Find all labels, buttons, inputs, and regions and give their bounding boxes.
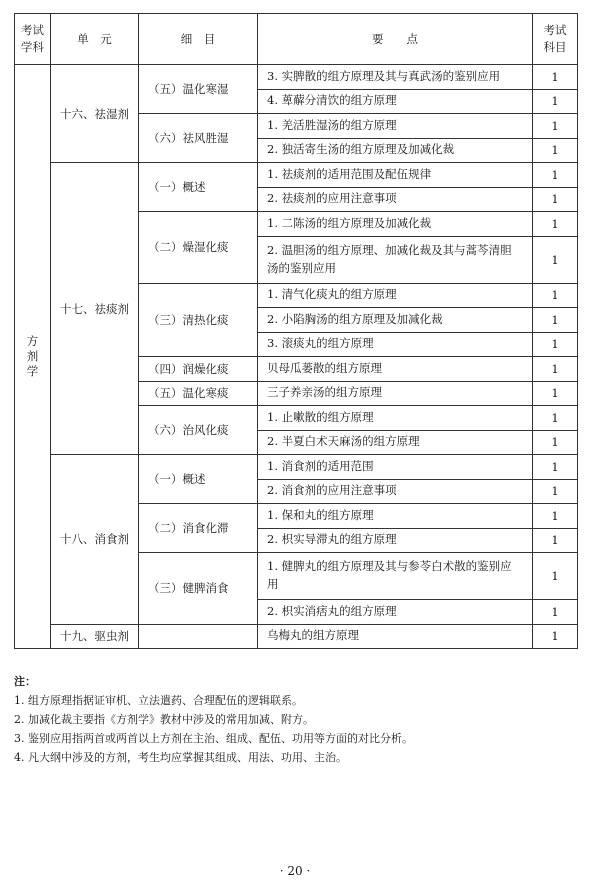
header-unit: 单 元 — [51, 14, 139, 65]
header-point: 要 点 — [258, 14, 533, 65]
detail-cell: （二）消食化滞 — [139, 504, 258, 553]
notes-section — [14, 672, 413, 767]
detail-cell: （五）温化寒痰 — [139, 381, 258, 406]
count-cell: 1 — [533, 381, 578, 406]
count-cell: 1 — [533, 65, 578, 90]
point-cell: 1. 保和丸的组方原理 — [258, 504, 533, 529]
unit-cell: 十八、消食剂 — [51, 455, 139, 625]
count-cell: 1 — [533, 89, 578, 114]
page-number: · 20 · — [279, 864, 311, 878]
point-cell: 三子养亲汤的组方原理 — [258, 381, 533, 406]
detail-cell: （一）概述 — [139, 455, 258, 504]
point-cell: 2. 祛痰剂的应用注意事项 — [258, 187, 533, 212]
note-item: 3. 鉴别应用指两首或两首以上方剂在主治、组成、配伍、功用等方面的对比分析。 — [14, 732, 413, 745]
count-cell: 1 — [533, 308, 578, 333]
point-cell: 2. 消食剂的应用注意事项 — [258, 479, 533, 504]
count-cell: 1 — [533, 553, 578, 600]
count-cell: 1 — [533, 406, 578, 431]
count-cell: 1 — [533, 528, 578, 553]
point-cell: 1. 止嗽散的组方原理 — [258, 406, 533, 431]
unit-cell: 十九、驱虫剂 — [51, 624, 139, 649]
count-cell: 1 — [533, 479, 578, 504]
detail-cell: （二）燥湿化痰 — [139, 212, 258, 284]
point-cell: 1. 祛痰剂的适用范围及配伍规律 — [258, 163, 533, 188]
point-cell: 2. 独活寄生汤的组方原理及加减化裁 — [258, 138, 533, 163]
table-row — [15, 624, 578, 649]
table-header-row — [15, 14, 578, 65]
header-detail: 细 目 — [139, 14, 258, 65]
note-item: 4. 凡大纲中涉及的方剂，考生均应掌握其组成、用法、功用、主治。 — [14, 751, 347, 764]
point-cell: 2. 温胆汤的组方原理、加减化裁及其与蒿芩清胆汤的鉴别应用 — [258, 236, 533, 283]
detail-cell: （四）润燥化痰 — [139, 357, 258, 382]
note-item: 2. 加减化裁主要指《方剂学》教材中涉及的常用加减、附方。 — [14, 713, 314, 726]
point-cell: 1. 羌活胜湿汤的组方原理 — [258, 114, 533, 139]
point-cell: 1. 二陈汤的组方原理及加减化裁 — [258, 212, 533, 237]
count-cell: 1 — [533, 212, 578, 237]
unit-cell: 十六、祛湿剂 — [51, 65, 139, 163]
count-cell: 1 — [533, 283, 578, 308]
table-row — [15, 163, 578, 188]
subject-cell: 方 剂 学 — [15, 65, 51, 649]
count-cell: 1 — [533, 332, 578, 357]
count-cell: 1 — [533, 138, 578, 163]
point-cell: 3. 实脾散的组方原理及其与真武汤的鉴别应用 — [258, 65, 533, 90]
notes-title: 注： — [14, 675, 36, 688]
detail-cell: （六）祛风胜湿 — [139, 114, 258, 163]
count-cell: 1 — [533, 504, 578, 529]
point-cell: 2. 半夏白术天麻汤的组方原理 — [258, 430, 533, 455]
detail-cell: （三）清热化痰 — [139, 283, 258, 357]
point-cell: 4. 萆薢分清饮的组方原理 — [258, 89, 533, 114]
detail-cell: （一）概述 — [139, 163, 258, 212]
table-row — [15, 455, 578, 480]
count-cell: 1 — [533, 187, 578, 212]
header-count: 考试 科目 — [533, 14, 578, 65]
point-cell: 1. 健脾丸的组方原理及其与参苓白术散的鉴别应用 — [258, 553, 533, 600]
point-cell: 贝母瓜蒌散的组方原理 — [258, 357, 533, 382]
count-cell: 1 — [533, 430, 578, 455]
count-cell: 1 — [533, 455, 578, 480]
point-cell: 2. 小陷胸汤的组方原理及加减化裁 — [258, 308, 533, 333]
note-item: 1. 组方原理指据证审机、立法遣药、合理配伍的逻辑联系。 — [14, 694, 303, 707]
count-cell: 1 — [533, 236, 578, 283]
point-cell: 1. 消食剂的适用范围 — [258, 455, 533, 480]
count-cell: 1 — [533, 163, 578, 188]
table-row — [15, 65, 578, 90]
detail-cell: （六）治风化痰 — [139, 406, 258, 455]
header-subject: 考试 学科 — [15, 14, 51, 65]
point-cell: 2. 枳实导滞丸的组方原理 — [258, 528, 533, 553]
point-cell: 乌梅丸的组方原理 — [258, 624, 533, 649]
count-cell: 1 — [533, 357, 578, 382]
count-cell: 1 — [533, 624, 578, 649]
detail-cell — [139, 624, 258, 649]
table-body — [15, 65, 578, 649]
detail-cell: （三）健脾消食 — [139, 553, 258, 625]
point-cell: 2. 枳实消痞丸的组方原理 — [258, 600, 533, 625]
detail-cell: （五）温化寒湿 — [139, 65, 258, 114]
point-cell: 1. 清气化痰丸的组方原理 — [258, 283, 533, 308]
point-cell: 3. 滚痰丸的组方原理 — [258, 332, 533, 357]
syllabus-table — [14, 13, 578, 649]
count-cell: 1 — [533, 114, 578, 139]
unit-cell: 十七、祛痰剂 — [51, 163, 139, 455]
count-cell: 1 — [533, 600, 578, 625]
